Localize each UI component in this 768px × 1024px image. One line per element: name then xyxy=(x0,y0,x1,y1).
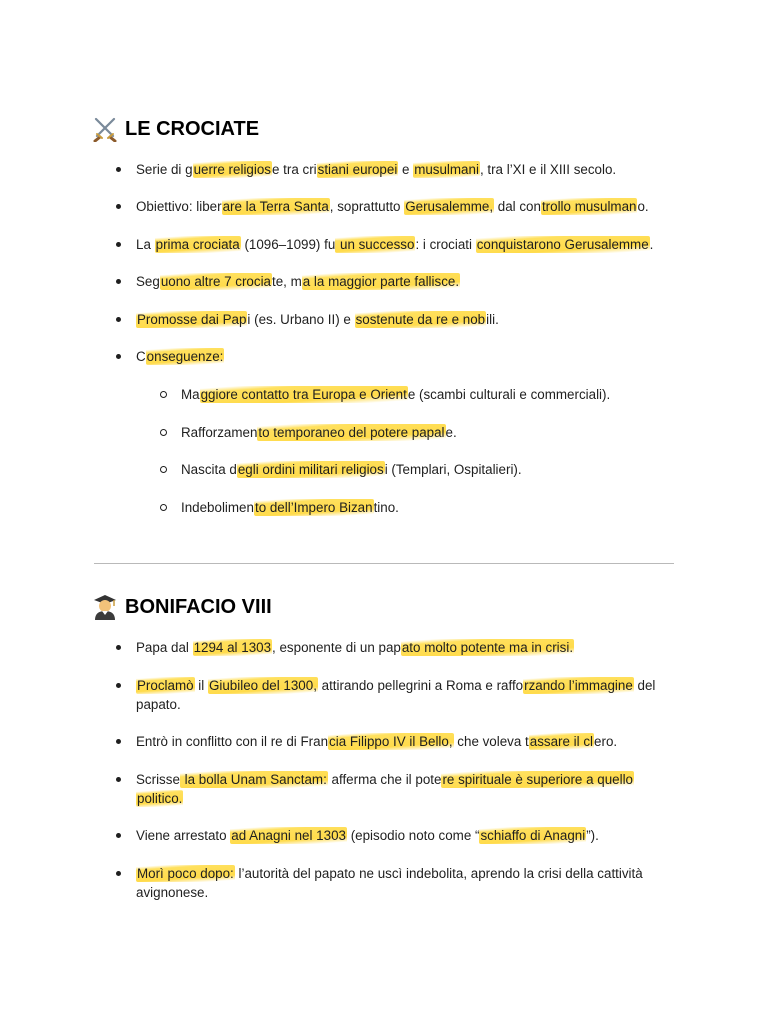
highlighted-text: to temporaneo del potere papal xyxy=(258,425,445,440)
text-run: del papato. xyxy=(136,678,656,712)
highlighted-text: onseguenze: xyxy=(146,349,224,364)
text-run: tino. xyxy=(373,500,399,515)
highlighted-text: ato molto potente ma in crisi. xyxy=(401,640,574,655)
bullet xyxy=(160,429,167,436)
bullet xyxy=(160,391,167,398)
section-heading-crociate xyxy=(91,116,259,142)
text-run: te, m xyxy=(272,274,302,289)
text-run: dal con xyxy=(494,199,541,214)
list-item-text xyxy=(136,639,574,656)
list-item xyxy=(136,732,676,751)
section-heading-bonifacio xyxy=(91,594,272,620)
highlighted-text: uono altre 7 crocia xyxy=(160,274,271,289)
graduate-person-icon xyxy=(91,594,119,620)
bullet xyxy=(116,279,121,284)
highlighted-text: 1294 al 1303 xyxy=(193,640,272,655)
highlighted-text: ad Anagni nel 1303 xyxy=(231,828,346,843)
list-item-text xyxy=(136,733,617,750)
highlighted-text: Proclamò xyxy=(137,678,194,693)
text-run: Nascita d xyxy=(181,462,237,477)
text-run: Viene arrestato xyxy=(136,828,231,843)
text-run: : i crociati xyxy=(415,237,476,252)
bullet xyxy=(116,354,121,359)
sublist-item xyxy=(181,385,681,404)
highlighted-text: musulmani xyxy=(414,162,479,177)
list-item-text xyxy=(136,771,634,807)
list-item-text xyxy=(181,499,399,516)
bullet xyxy=(116,167,121,172)
crossed-swords-icon xyxy=(91,116,119,142)
text-run: (1096–1099) fu xyxy=(240,237,336,252)
text-run: i (es. Urbano II) e xyxy=(247,312,355,327)
list-item-text xyxy=(136,236,653,253)
text-run: La xyxy=(136,237,155,252)
text-run: Scrisse xyxy=(136,772,180,787)
highlighted-text: ggiore contatto tra Europa e Orient xyxy=(200,387,407,402)
text-run: C xyxy=(136,349,146,364)
bullet xyxy=(116,833,121,838)
section-title: LE CROCIATE xyxy=(125,117,260,140)
highlighted-text: stiani europei xyxy=(317,162,398,177)
text-run: e xyxy=(398,162,414,177)
section-title: BONIFACIO VIII xyxy=(125,595,272,618)
bullet xyxy=(116,683,121,688)
text-run: ili. xyxy=(486,312,499,327)
list-item-text xyxy=(136,161,616,178)
bullet xyxy=(116,645,121,650)
text-run: e. xyxy=(445,425,457,440)
bullet xyxy=(116,317,121,322)
list-item xyxy=(136,347,676,366)
list-item-text xyxy=(136,311,499,328)
sublist-item xyxy=(181,498,681,517)
text-run: o. xyxy=(637,199,649,214)
highlighted-text: are la Terra Santa xyxy=(222,199,329,214)
list-item xyxy=(136,770,676,808)
text-run: (episodio noto come “ xyxy=(346,828,480,843)
highlighted-text: schiaffo di Anagni xyxy=(480,828,586,843)
sublist-item xyxy=(181,423,681,442)
highlighted-text: Giubileo del 1300, xyxy=(208,678,317,693)
text-run: attirando pellegrini a Roma e raffo xyxy=(317,678,524,693)
highlighted-text: la bolla Unam Sanctam: xyxy=(180,772,327,787)
list-item xyxy=(136,235,676,254)
highlighted-text: trollo musulman xyxy=(541,199,637,214)
text-run: che voleva t xyxy=(453,734,529,749)
list-item xyxy=(136,864,676,902)
text-run: Rafforzamen xyxy=(181,425,258,440)
text-run: il xyxy=(194,678,208,693)
list-item-text xyxy=(136,198,649,215)
text-run: , esponente di un pap xyxy=(272,640,401,655)
list-item-text xyxy=(136,677,655,712)
text-run: Entrò in conflitto con il re di Fran xyxy=(136,734,329,749)
highlighted-text: egli ordini militari religios xyxy=(237,462,384,477)
horizontal-divider xyxy=(94,563,674,564)
highlighted-text: prima crociata xyxy=(155,237,240,252)
text-run: Seg xyxy=(136,274,160,289)
text-run: Serie di g xyxy=(136,162,193,177)
text-run: i (Templari, Ospitalieri). xyxy=(384,462,522,477)
bullet xyxy=(160,504,167,511)
list-item xyxy=(136,826,676,845)
sublist-item xyxy=(181,460,681,479)
list-item-text xyxy=(136,348,224,365)
list-item-text xyxy=(136,273,460,290)
text-run: e tra cri xyxy=(271,162,317,177)
list-item xyxy=(136,197,676,216)
text-run: ”). xyxy=(586,828,599,843)
highlighted-text: politico. xyxy=(137,791,183,806)
list-item-text xyxy=(181,386,610,403)
highlighted-text: uerre religios xyxy=(193,162,271,177)
bullet xyxy=(116,871,121,876)
list-item xyxy=(136,310,676,329)
highlighted-text: Gerusalemme, xyxy=(405,199,494,214)
text-run: Ma xyxy=(181,387,200,402)
text-run: afferma che il pote xyxy=(327,772,442,787)
list-item-text xyxy=(136,865,643,900)
highlighted-text: un successo xyxy=(336,237,415,252)
bullet xyxy=(116,777,121,782)
highlighted-text: rzando l’immagine xyxy=(524,678,633,693)
list-item-text xyxy=(181,461,522,478)
list-item-text xyxy=(136,827,599,844)
text-run: Papa dal xyxy=(136,640,193,655)
text-run: , soprattutto xyxy=(329,199,405,214)
list-item xyxy=(136,676,676,714)
text-run: . xyxy=(649,237,654,252)
list-item xyxy=(136,638,676,657)
highlighted-text: cia Filippo IV il Bello, xyxy=(329,734,453,749)
highlighted-text: Morì poco dopo: xyxy=(137,866,234,881)
bullet xyxy=(116,204,121,209)
text-run: l’autorità del papato ne uscì indebolita, aprendo la crisi della cattività avignonese. xyxy=(136,866,643,900)
highlighted-text: Promosse dai Pap xyxy=(137,312,247,327)
highlighted-text: a la maggior parte fallisce. xyxy=(302,274,460,289)
text-run: Obiettivo: liber xyxy=(136,199,222,214)
highlighted-text: conquistarono Gerusalemme xyxy=(476,237,649,252)
bullet xyxy=(116,739,121,744)
list-item xyxy=(136,272,676,291)
bullet xyxy=(160,466,167,473)
list-item-text xyxy=(181,424,457,441)
highlighted-text: assare il cl xyxy=(529,734,594,749)
text-run: Indebolimen xyxy=(181,500,254,515)
highlighted-text: to dell’Impero Bizan xyxy=(254,500,373,515)
bullet xyxy=(116,242,121,247)
text-run: e (scambi culturali e commerciali). xyxy=(407,387,611,402)
text-run: ero. xyxy=(594,734,618,749)
highlighted-text: re spirituale è superiore a quello xyxy=(442,772,633,787)
highlighted-text: sostenute da re e nob xyxy=(355,312,486,327)
list-item xyxy=(136,160,676,179)
text-run: , tra l’XI e il XIII secolo. xyxy=(479,162,617,177)
